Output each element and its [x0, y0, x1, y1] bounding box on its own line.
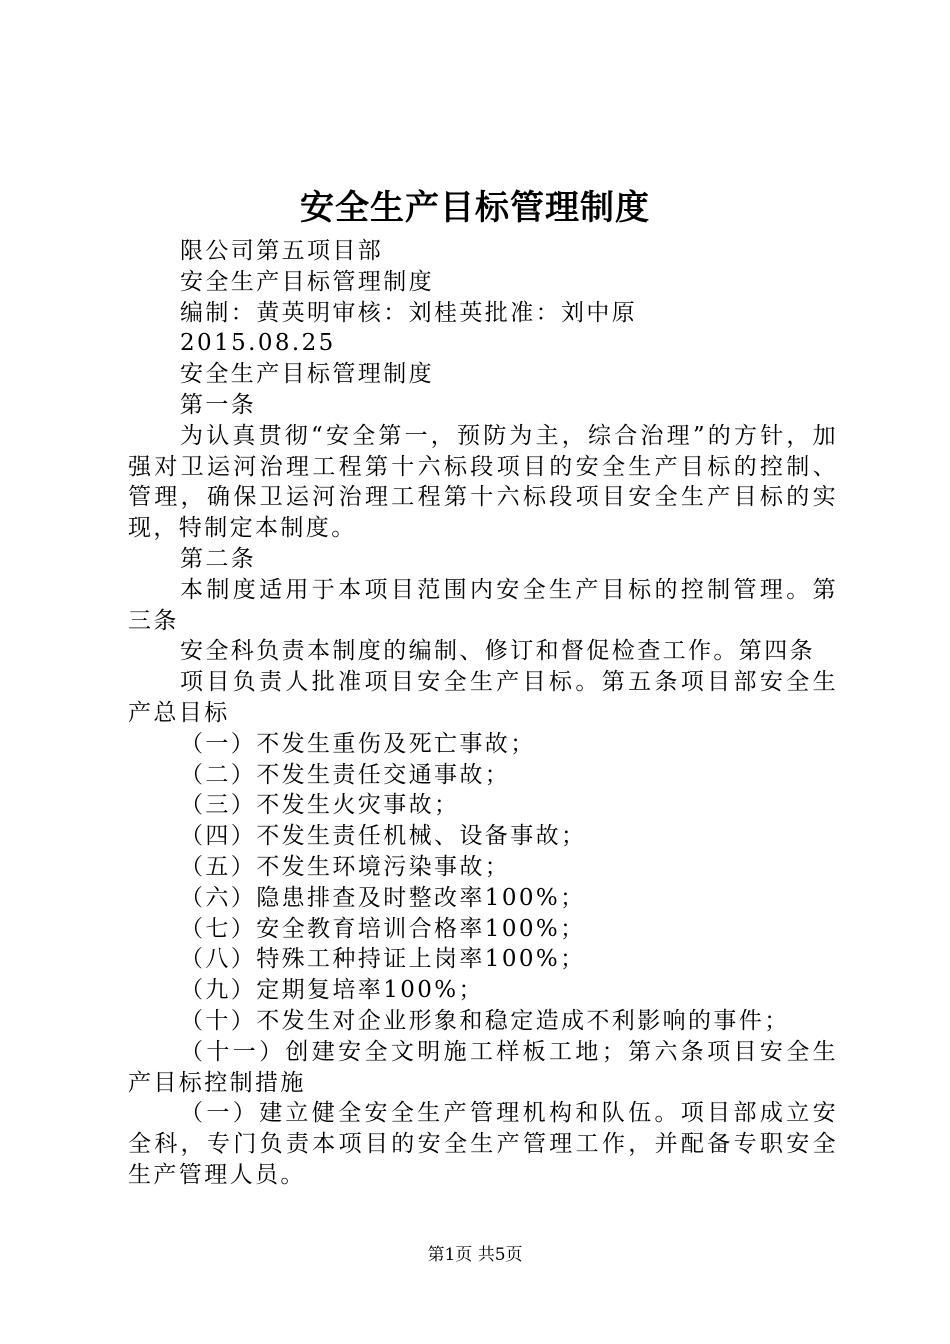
document-paragraph: 本制度适用于本项目范围内安全生产目标的控制管理。第三条 [128, 576, 838, 634]
document-paragraph: 项目负责人批准项目安全生产目标。第五条项目部安全生产总目标 [128, 669, 838, 726]
document-paragraph: （八）特殊工种持证上岗率100%； [180, 946, 586, 973]
document-paragraph: （一）不发生重伤及死亡事故； [180, 730, 536, 757]
document-paragraph: （六）隐患排查及时整改率100%； [180, 884, 586, 911]
document-paragraph: （九）定期复培率100%； [180, 977, 484, 1004]
document-paragraph: （十）不发生对企业形象和稳定造成不利影响的事件； [180, 1007, 790, 1034]
document-paragraph: 安全生产目标管理制度 [180, 268, 434, 295]
document-paragraph: 安全生产目标管理制度 [180, 361, 434, 388]
document-paragraph: （七）安全教育培训合格率100%； [180, 915, 586, 942]
document-paragraph: （五）不发生环境污染事故； [180, 853, 511, 880]
document-paragraph: （十一）创建安全文明施工样板工地；第六条项目安全生产目标控制措施 [128, 1038, 838, 1096]
page-indicator: 第1页 共5页 [427, 1245, 523, 1265]
document-paragraph: 编制：黄英明审核：刘桂英批准：刘中原 [180, 299, 638, 326]
document-paragraph: 2015.08.25 [180, 330, 336, 357]
document-paragraph: 第一条 [180, 391, 257, 418]
document-paragraph: （三）不发生火灾事故； [180, 792, 460, 819]
document-paragraph: （二）不发生责任交通事故； [180, 761, 511, 788]
document-paragraph: 安全科负责本制度的编制、修订和督促检查工作。第四条 [180, 638, 815, 665]
document-paragraph: 第二条 [180, 545, 257, 572]
document-paragraph: （一）建立健全安全生产管理机构和队伍。项目部成立安全科，专门负责本项目的安全生产管理工作，并配备专职安全生产管理人员。 [128, 1100, 838, 1188]
document-paragraph: （四）不发生责任机械、设备事故； [180, 823, 587, 850]
document-paragraph: 限公司第五项目部 [180, 238, 384, 264]
document-paragraph: 为认真贯彻“安全第一，预防为主，综合治理”的方针，加强对卫运河治理工程第十六标段项目的安全生产目标的控制、管理，确保卫运河治理工程第十六标段项目安全生产目标的实现，特制定本制度。 [128, 422, 838, 542]
document-body [128, 236, 838, 1191]
document-title: 安全生产目标管理制度 [300, 188, 650, 228]
